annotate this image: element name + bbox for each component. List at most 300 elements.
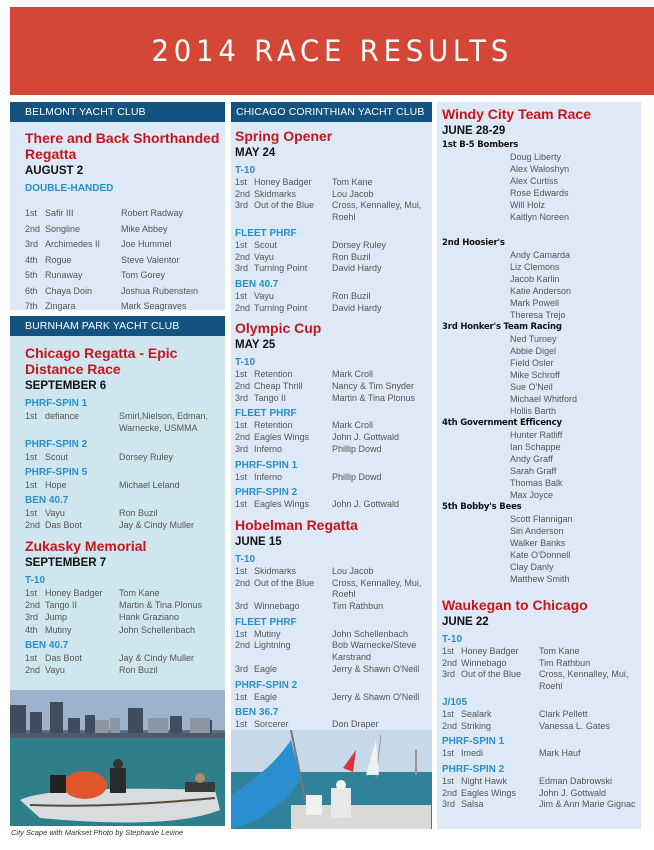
division-label: PHRF-SPIN 2 [442, 763, 505, 775]
result-skipper: Steve Valentor [121, 254, 180, 265]
result-skipper: David Hardy [332, 263, 382, 274]
result-place: 2nd [25, 665, 41, 676]
result-skipper: Martin & Tina Plonus [119, 600, 203, 611]
team-member: Kaitlyn Noreen [510, 212, 570, 222]
page-title: 2014 RACE RESULTS [151, 34, 513, 68]
result-skipper: John Schellenbach [119, 624, 196, 635]
team-member: Siri Anderson [510, 526, 564, 536]
division-label: J/105 [442, 696, 468, 708]
team-member: Rose Edwards [510, 188, 569, 198]
result-skipper: Dorsey Ruley [119, 451, 174, 462]
result-skipper: Mark Hauf [539, 748, 581, 759]
team-member: Liz Clemons [510, 262, 560, 272]
result-boat: Striking [461, 720, 492, 731]
result-boat: Skidmarks [254, 188, 297, 199]
result-skipper: Mark Seagraves [121, 301, 187, 311]
result-place: 1st [235, 565, 248, 576]
result-row [25, 253, 225, 269]
result-row [25, 611, 225, 623]
result-skipper: Mark Croll [332, 369, 374, 380]
right-column-panel [437, 102, 641, 829]
result-place: 6th [25, 285, 38, 296]
division-label: BEN 40.7 [25, 495, 69, 507]
result-boat: Inferno [254, 471, 283, 482]
result-skipper: Tom Gorey [121, 270, 166, 280]
result-row [235, 252, 432, 264]
division-label: DOUBLE-HANDED [25, 183, 114, 194]
result-place: 3rd [235, 392, 249, 403]
result-row [235, 263, 432, 275]
team-member: Alex Curtiss [510, 176, 559, 186]
result-boat: Sorcerer [254, 719, 289, 730]
team-member: Sue O'Neil [510, 382, 553, 392]
result-place: 1st [235, 691, 248, 702]
race-block [235, 128, 432, 314]
result-boat: Eagles Wings [254, 499, 310, 510]
division-label: PHRF-SPIN 2 [235, 679, 298, 691]
sailing-photo [231, 730, 432, 829]
result-place: 3rd [235, 443, 249, 454]
result-place: 2nd [235, 432, 251, 443]
race-title: Spring Opener [235, 128, 333, 144]
result-row [235, 393, 432, 405]
result-boat: Winnebago [254, 601, 300, 612]
city-scape-photo [10, 690, 225, 826]
result-boat: Runaway [45, 270, 83, 280]
result-row [442, 658, 641, 670]
result-skipper: Cross, Kennalley, Mui, Roehl [332, 200, 422, 223]
result-place: 1st [25, 587, 38, 598]
result-boat: Vayu [254, 290, 274, 301]
result-skipper: Martin & Tina Plonus [332, 392, 416, 403]
result-boat: Vayu [254, 251, 274, 262]
team-member: Sarah Graff [510, 466, 557, 476]
result-place: 1st [442, 646, 455, 656]
team-member: Jacob Karlin [510, 274, 560, 284]
result-place: 1st [442, 708, 455, 719]
result-boat: Honey Badger [461, 646, 519, 656]
result-skipper: Clark Pellett [539, 708, 588, 719]
race-block [25, 538, 225, 677]
division-label: FLEET PHRF [235, 227, 297, 239]
result-place: 2nd [442, 657, 458, 668]
result-place: 2nd [235, 251, 251, 262]
result-skipper: Tom Kane [119, 587, 160, 598]
result-row [235, 177, 432, 189]
result-skipper: Ron Buzil [119, 508, 158, 519]
result-place: 4th [25, 624, 38, 635]
result-skipper: Ron Buzil [119, 665, 158, 676]
result-row [25, 652, 225, 664]
team-member: Doug Liberty [510, 152, 562, 162]
team-member: Ian Schappe [510, 442, 561, 452]
team-member: Alex Waloshyn [510, 164, 570, 174]
result-boat: defiance [45, 411, 80, 421]
division-label: PHRF-SPIN 2 [25, 438, 88, 450]
result-skipper: Tom Kane [332, 177, 373, 187]
club-header: CHICAGO CORINTHIAN YACHT CLUB [231, 102, 432, 122]
result-boat: Tango II [45, 600, 78, 611]
result-boat: Salsa [461, 799, 484, 810]
result-place: 2nd [235, 188, 251, 199]
result-row [235, 664, 432, 676]
result-place: 1st [25, 652, 38, 663]
team-member: Ned Turney [510, 334, 557, 344]
result-place: 1st [25, 479, 38, 490]
result-row [235, 200, 432, 223]
result-place: 7th [25, 301, 38, 311]
division-label: T-10 [442, 634, 463, 645]
result-boat: Jump [45, 612, 68, 623]
result-boat: Out of the Blue [254, 577, 315, 588]
result-row [25, 268, 225, 284]
race-title: Zukasky Memorial [25, 537, 147, 554]
team-member: Max Joyce [510, 490, 554, 500]
result-skipper: Smirl,Nielson, Edman, Warnecke, USMMA [119, 411, 209, 434]
result-skipper: Vanessa L. Gates [539, 720, 610, 731]
race-title: Hobelman Regatta [235, 516, 358, 533]
race-block [10, 122, 225, 315]
result-boat: Honey Badger [45, 587, 103, 598]
result-skipper: Jerry & Shawn O'Neill [332, 691, 420, 702]
race-date: MAY 24 [235, 147, 276, 159]
club-header: BURNHAM PARK YACHT CLUB [10, 316, 225, 336]
team-member: Andy Camarda [510, 250, 571, 260]
division-label: PHRF-SPIN 2 [235, 487, 298, 499]
result-boat: Cheap Thrill [254, 381, 303, 392]
result-skipper: John J. Gottwald [332, 499, 400, 510]
result-place: 3rd [442, 799, 456, 810]
race-date: MAY 25 [235, 339, 276, 352]
result-place: 1st [235, 471, 248, 482]
race-date: JUNE 22 [442, 616, 489, 628]
result-row [235, 629, 432, 641]
result-row [442, 748, 641, 760]
club-header: BELMONT YACHT CLUB [10, 102, 225, 122]
division-label: PHRF-SPIN 1 [25, 398, 88, 409]
result-boat: Night Hawk [461, 775, 508, 786]
result-place: 3rd [25, 239, 39, 249]
result-boat: Rogue [45, 254, 72, 265]
team-member: Will Holz [510, 200, 545, 210]
result-place: 2nd [25, 600, 41, 611]
result-row [235, 499, 432, 511]
result-place: 1st [235, 628, 248, 639]
result-place: 1st [442, 748, 455, 759]
result-skipper: Tim Rathbun [539, 657, 591, 668]
division-label: T-10 [235, 357, 256, 369]
team-member: Katie Anderson [510, 286, 572, 296]
team-member: Scott Flannigan [510, 514, 573, 524]
result-row [235, 189, 432, 201]
result-row [235, 566, 432, 578]
result-boat: Hope [45, 479, 67, 490]
result-row [235, 692, 432, 704]
result-place: 2nd [235, 577, 251, 588]
result-row [235, 240, 432, 252]
result-skipper: Cross, Kennalley, Mui, Roehl [539, 669, 629, 692]
windy-city-team-race [437, 102, 641, 585]
race-block [235, 517, 432, 731]
result-row [235, 303, 432, 315]
result-row [235, 640, 432, 663]
result-boat: Turning Point [254, 263, 308, 274]
result-place: 1st [442, 775, 455, 786]
team-member: Hollis Barth [510, 406, 557, 416]
race-date: SEPTEMBER 6 [25, 380, 107, 392]
result-row [25, 410, 225, 435]
result-boat: Scout [45, 451, 69, 462]
result-skipper: Jay & Cindy Muller [119, 652, 195, 663]
race-date: AUGUST 2 [25, 165, 84, 177]
race-block [25, 345, 225, 532]
result-row [442, 709, 641, 721]
boat-image-icon [10, 690, 225, 826]
result-skipper: Edman Dabrowski [539, 775, 613, 786]
result-place: 1st [235, 290, 248, 301]
result-row [442, 776, 641, 788]
result-skipper: Tim Rathbun [332, 601, 384, 612]
result-row [25, 206, 225, 222]
result-skipper: Michael Leland [119, 479, 180, 490]
burnham-park-yacht-club-panel [10, 316, 225, 690]
result-boat: Turning Point [254, 302, 308, 313]
team-member: Hunter Ratliff [510, 430, 563, 440]
result-row [235, 369, 432, 381]
result-skipper: Don Draper [332, 719, 379, 730]
race-date: JUNE 28-29 [442, 125, 506, 137]
races-container [10, 336, 225, 677]
result-row [25, 451, 225, 463]
result-boat: Das Boot [45, 520, 83, 531]
result-row [442, 788, 641, 800]
result-boat: Out of the Blue [254, 200, 315, 211]
result-row [235, 578, 432, 601]
division-label: BEN 36.7 [235, 707, 279, 719]
team-member: Michael Whitford [510, 394, 578, 404]
divisions-list [442, 633, 641, 811]
result-boat: Chaya Doin [45, 285, 93, 296]
team-member: Mark Powell [510, 298, 560, 308]
team-member: Theresa Trejo [510, 310, 566, 320]
title-banner [10, 7, 654, 95]
team-member: Mike Schroff [510, 370, 560, 380]
result-row [235, 420, 432, 432]
team-place: 5th Bobby's Bees [442, 502, 522, 512]
result-skipper: David Hardy [332, 302, 382, 313]
result-boat: Inferno [254, 443, 283, 454]
result-row [25, 222, 225, 238]
teams-list [442, 139, 641, 585]
team-place: 1st B-5 Bombers [442, 140, 519, 150]
result-place: 3rd [235, 601, 249, 612]
result-row [25, 519, 225, 531]
result-row [442, 721, 641, 733]
result-skipper: Ron Buzil [332, 251, 371, 262]
team-member: Thomas Balk [510, 478, 563, 488]
result-place: 1st [25, 451, 38, 462]
result-skipper: Jim & Ann Marie Gignac [539, 799, 636, 810]
result-row [25, 479, 225, 491]
result-boat: Eagles Wings [461, 787, 517, 798]
result-skipper: John J. Gottwald [539, 787, 607, 798]
result-boat: Sealark [461, 708, 492, 719]
photo-caption: City Scape with Markset Photo by Stephanie Levine [11, 828, 184, 837]
result-skipper: Phillip Dowd [332, 443, 382, 454]
division-label: T-10 [235, 553, 256, 565]
result-skipper: Hank Graziano [119, 612, 180, 623]
waukegan-to-chicago [437, 585, 641, 811]
race-date: SEPTEMBER 7 [25, 556, 107, 569]
division-label: PHRF-SPIN 1 [235, 459, 298, 471]
result-place: 2nd [442, 787, 458, 798]
result-place: 1st [235, 420, 248, 431]
team-member: Andy Graff [510, 454, 553, 464]
team-member: Walker Banks [510, 538, 566, 548]
result-skipper: Bob Warnecke/Steve Karstrand [332, 640, 417, 663]
result-boat: Safir III [45, 208, 74, 218]
result-boat: Eagles Wings [254, 432, 310, 443]
result-row [25, 664, 225, 676]
result-place: 1st [235, 369, 248, 380]
result-place: 1st [25, 208, 38, 218]
result-row [25, 299, 225, 315]
team-place: 2nd Hoosier's [442, 238, 505, 248]
result-boat: Retention [254, 420, 293, 431]
result-skipper: Mark Croll [332, 420, 374, 431]
result-place: 1st [25, 508, 38, 519]
division-label: FLEET PHRF [235, 408, 297, 420]
race-title: Waukegan to Chicago [442, 597, 588, 613]
result-row [25, 624, 225, 636]
result-place: 2nd [25, 520, 41, 531]
result-row [25, 284, 225, 300]
result-row [235, 291, 432, 303]
result-place: 5th [25, 270, 38, 280]
result-place: 3rd [25, 612, 39, 623]
result-skipper: Dorsey Ruley [332, 239, 387, 250]
division-label: T-10 [235, 165, 256, 176]
result-boat: Out of the Blue [461, 669, 522, 680]
result-row [235, 444, 432, 456]
result-boat: Honey Badger [254, 177, 312, 187]
result-skipper: Jerry & Shawn O'Neill [332, 663, 420, 674]
result-boat: Skidmarks [254, 565, 297, 576]
result-skipper: Robert Radway [121, 208, 184, 218]
result-place: 2nd [235, 640, 251, 651]
race-title: Windy City Team Race [442, 106, 591, 122]
result-skipper: Joshua Rubenstein [121, 285, 199, 296]
division-label: T-10 [25, 574, 46, 586]
result-row [25, 599, 225, 611]
result-skipper: Mike Abbey [121, 223, 168, 234]
result-skipper: Tom Kane [539, 646, 580, 656]
result-boat: Mutiny [254, 628, 281, 639]
result-place: 2nd [235, 381, 251, 392]
result-row [25, 587, 225, 599]
sailboat-image-icon [231, 730, 432, 829]
result-skipper: Ron Buzil [332, 290, 371, 301]
result-place: 3rd [235, 663, 249, 674]
result-row [235, 381, 432, 393]
race-title: Olympic Cup [235, 320, 322, 337]
results-list [25, 206, 225, 315]
result-row [442, 669, 641, 692]
division-label: FLEET PHRF [235, 616, 297, 628]
result-row [235, 472, 432, 484]
result-place: 2nd [235, 302, 251, 313]
result-boat: Eagle [254, 691, 278, 702]
result-place: 1st [235, 177, 248, 187]
team-member: Kate O'Donnell [510, 550, 571, 560]
result-skipper: Lou Jacob [332, 188, 374, 199]
result-boat: Lightning [254, 640, 291, 651]
race-date: JUNE 15 [235, 535, 282, 548]
result-boat: Scout [254, 239, 278, 250]
result-boat: Retention [254, 369, 293, 380]
races-container [231, 122, 432, 731]
result-skipper: John Schellenbach [332, 628, 409, 639]
race-title: There and Back Shorthanded Regatta [25, 130, 220, 162]
chicago-corinthian-yacht-club-panel [231, 102, 432, 730]
result-boat: Das Boot [45, 652, 83, 663]
division-label: BEN 40.7 [235, 278, 279, 290]
division-label: PHRF-SPIN 5 [25, 466, 88, 478]
result-row [442, 646, 641, 658]
race-title: Chicago Regatta - Epic Distance Race [25, 345, 178, 377]
result-place: 3rd [235, 263, 249, 274]
team-place: 4th Government Efficency [442, 418, 562, 428]
result-skipper: Nancy & Tim Snyder [332, 381, 415, 392]
team-place: 3rd Honker's Team Racing [442, 322, 562, 332]
division-label: PHRF-SPIN 1 [442, 736, 505, 748]
result-place: 2nd [25, 223, 41, 234]
result-place: 3rd [442, 669, 456, 680]
result-boat: Songline [45, 223, 81, 234]
result-boat: Vayu [45, 665, 65, 676]
division-label: BEN 40.7 [25, 639, 69, 651]
result-skipper: Joe Hummel [121, 239, 172, 249]
result-boat: Zingara [45, 301, 76, 311]
result-place: 1st [235, 239, 248, 250]
team-member: Matthew Smith [510, 574, 570, 584]
result-boat: Tango II [254, 392, 287, 403]
result-row [235, 432, 432, 444]
result-boat: Archimedes II [45, 239, 101, 249]
result-place: 4th [25, 254, 38, 265]
result-place: 3rd [235, 200, 249, 211]
race-block [235, 320, 432, 511]
result-boat: Vayu [45, 508, 65, 519]
team-member: Field Osler [510, 358, 554, 368]
result-boat: Eagle [254, 663, 278, 674]
result-skipper: John J. Gottwald [332, 432, 400, 443]
result-skipper: Cross, Kennalley, Mui, Roehl [332, 577, 422, 600]
result-boat: Imedi [461, 748, 484, 759]
result-row [25, 507, 225, 519]
result-row [25, 237, 225, 253]
result-boat: Winnebago [461, 657, 507, 668]
result-place: 2nd [442, 720, 458, 731]
result-skipper: Jay & Cindy Muller [119, 520, 195, 531]
belmont-yacht-club-panel [10, 102, 225, 310]
result-row [442, 799, 641, 811]
team-member: Clay Danly [510, 562, 554, 572]
result-skipper: Phillip Dowd [332, 471, 382, 482]
result-skipper: Lou Jacob [332, 565, 374, 576]
result-place: 1st [235, 719, 248, 730]
result-place: 1st [235, 499, 248, 510]
